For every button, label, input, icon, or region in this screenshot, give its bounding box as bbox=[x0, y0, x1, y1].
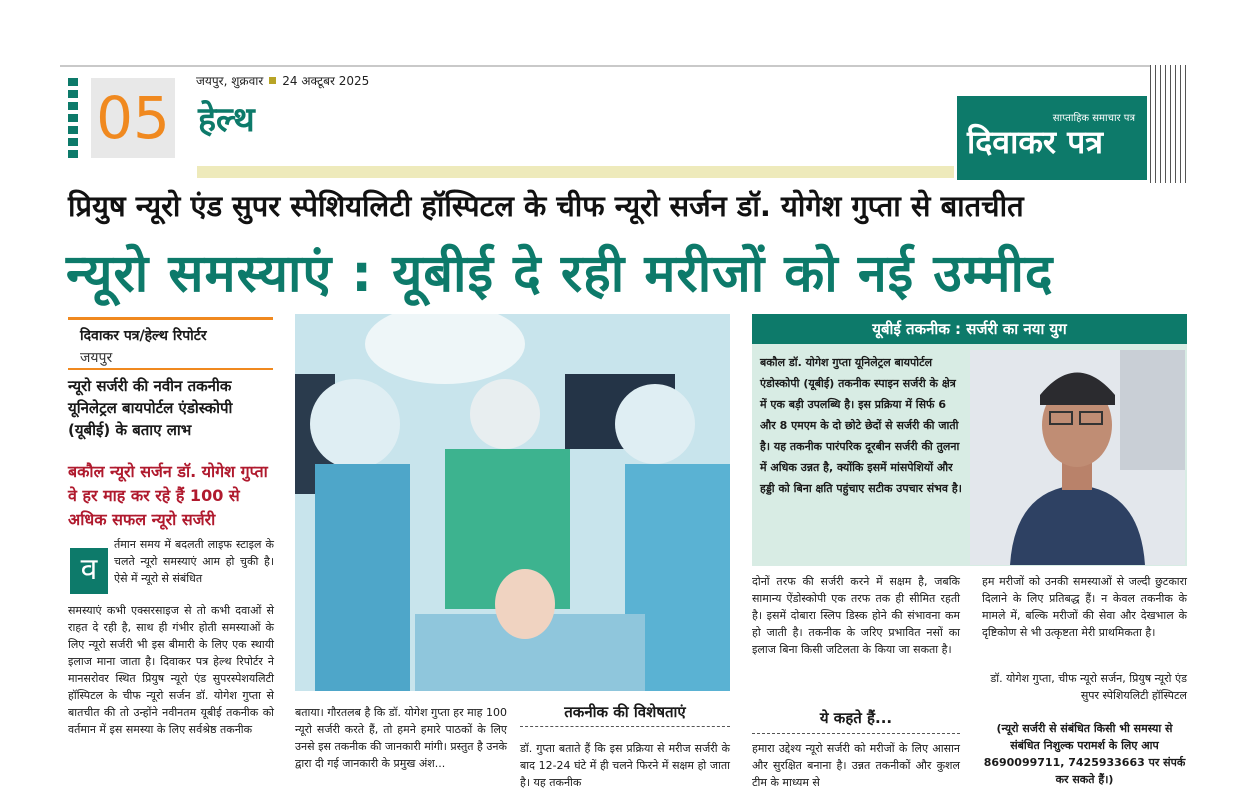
section-title: हेल्थ bbox=[198, 100, 255, 140]
divider bbox=[752, 733, 960, 734]
masthead-subtitle: साप्ताहिक समाचार पत्र bbox=[1052, 113, 1135, 124]
dateline-city: जयपुर bbox=[80, 350, 113, 366]
sidebar-box-text: बकौल डॉ. योगेश गुप्ता यूनिलेट्रल बायपोर्टल एंडोस्कोपी (यूबीई) तकनीक स्पाइन सर्जरी के क्षेत्र में एक बड़ी उपलब्धि है। इस प्रक्रिया में सिर्फ 6 और 8 एमएम के दो छोटे छेदों से सर्जरी की जाती है। यह तकनीक पारंपरिक दूरबीन सर्जरी की तुलना में अधिक उन्नत है, क्योंकि इसमें मांसपेशियों और हड्डी को बिना क्षति पहुंचाए सटीक उपचार संभव है। bbox=[760, 356, 962, 495]
body-text: समस्याएं कभी एक्सरसाइज से तो कभी दवाओं से राहत दे रही है, साथ ही गंभीर होती समस्याओं के लिए न्यूरो सर्जरी भी इस बीमारी के लिए एक स्थायी इलाज माना जाता है। दिवाकर पत्र हेल्थ रिपोर्टर ने मानसरोवर स्थित प्रियुष न्यूरो एंड सुपरस्पेशयलिटी हॉस्पिटल के चीफ न्यूरो सर्जन डॉ. योगेश गुप्ता से बातचीत की तो उन्होंने नवीनतम यूबीई तकनीक को वर्तमान में इस समस्या के लिए सर्वश्रेष्ठ तकनीक bbox=[68, 604, 274, 736]
subhead-quote: ये कहते हैं... bbox=[819, 709, 893, 727]
divider bbox=[520, 726, 730, 727]
deck-primary: न्यूरो सर्जरी की नवीन तकनीक यूनिलेट्रल बायपोर्टल एंडोस्कोपी (यूबीई) के बताए लाभ bbox=[68, 377, 233, 439]
body-text: बताया। गौरतलब है कि डॉ. योगेश गुप्ता हर माह 100 न्यूरो सर्जरी करते हैं, तो हमने हमारे पाठकों के लिए उनसे इस तकनीक की जानकारी मांगी। प्रस्तुत है उनके द्वारा दी गई जानकारी के प्रमुख अंश... bbox=[295, 706, 507, 770]
body-text: हम मरीजों को उनकी समस्याओं से जल्दी छुटकारा दिलाने के लिए प्रतिबद्ध हैं। न केवल तकनीक के मामले में, बल्कि मरीजों की सेवा और देखभाल के दृष्टिकोण से भी उत्कृष्टता मेरी प्राथमिकता है। bbox=[982, 575, 1187, 639]
deck-secondary: बकौल न्यूरो सर्जन डॉ. योगेश गुप्ता वे हर माह कर रहे हैं 100 से अधिक सफल न्यूरो सर्जरी bbox=[68, 462, 268, 529]
subhead-features: तकनीक की विशेषताएं bbox=[564, 703, 686, 721]
page-number: 05 bbox=[91, 78, 175, 158]
vertical-lines-decoration bbox=[1150, 65, 1188, 183]
left-stripe-decoration bbox=[68, 78, 78, 160]
signature-attribution: डॉ. योगेश गुप्ता, चीफ न्यूरो सर्जन, प्रियुष न्यूरो एंड सुपर स्पेशियलिटी हॉस्पिटल bbox=[990, 672, 1187, 702]
byline: दिवाकर पत्र/हेल्थ रिपोर्टर bbox=[80, 328, 207, 344]
top-rule bbox=[60, 65, 1185, 67]
masthead-name: दिवाकर पत्र bbox=[967, 123, 1104, 161]
headline: न्यूरो समस्याएं : यूबीई दे रही मरीजों को नई उम्मीद bbox=[66, 244, 1054, 304]
header-bar bbox=[197, 166, 954, 178]
issue-date: 24 अक्टूबर 2025 bbox=[282, 74, 370, 88]
body-text: र्तमान समय में बदलती लाइफ स्टाइल के चलते न्यूरो समस्याएं आम हो चुकी है। ऐसे में न्यूरो से संबंधित bbox=[114, 538, 274, 585]
bullet-icon bbox=[269, 77, 276, 84]
kicker: प्रियुष न्यूरो एंड सुपर स्पेशियलिटी हॉस्पिटल के चीफ न्यूरो सर्जन डॉ. योगेश गुप्ता से बातचीत bbox=[68, 189, 1024, 223]
body-text: हमारा उद्देश्य न्यूरो सर्जरी को मरीजों के लिए आसान और सुरक्षित बनाना है। उन्नत तकनीकों और कुशल टीम के माध्यम से bbox=[752, 742, 960, 789]
body-text: डॉ. गुप्ता बताते हैं कि इस प्रक्रिया से मरीज सर्जरी के बाद 12-24 घंटे में ही चलने फिरने में सक्षम हो जाता है। यह तकनीक bbox=[520, 742, 730, 789]
doctor-photo bbox=[970, 350, 1185, 565]
body-text: दोनों तरफ की सर्जरी करने में सक्षम है, जबकि सामान्य ऐंडोस्कोपी एक तरफ तक ही सीमित रहती है। इसमें दोबारा स्लिप डिस्क होने की संभावना कम हो जाती है। तकनीक के जरिए प्रभावित नसों का इलाज बिना किसी जटिलता के किया जा सकता है। bbox=[752, 575, 960, 656]
contact-note: (न्यूरो सर्जरी से संबंधित किसी भी समस्या से संबंधित निशुल्क परामर्श के लिए आप 8690099711, 7425933663 पर संपर्क कर सकते हैं।) bbox=[983, 722, 1186, 786]
city-day: जयपुर, शुक्रवार bbox=[196, 74, 264, 88]
masthead bbox=[957, 96, 1147, 180]
sidebar-box-title: यूबीई तकनीक : सर्जरी का नया युग bbox=[752, 314, 1187, 344]
divider bbox=[68, 317, 273, 320]
drop-cap: व bbox=[70, 548, 108, 594]
dateline bbox=[196, 72, 369, 89]
divider bbox=[68, 368, 273, 370]
surgery-photo bbox=[295, 314, 730, 691]
